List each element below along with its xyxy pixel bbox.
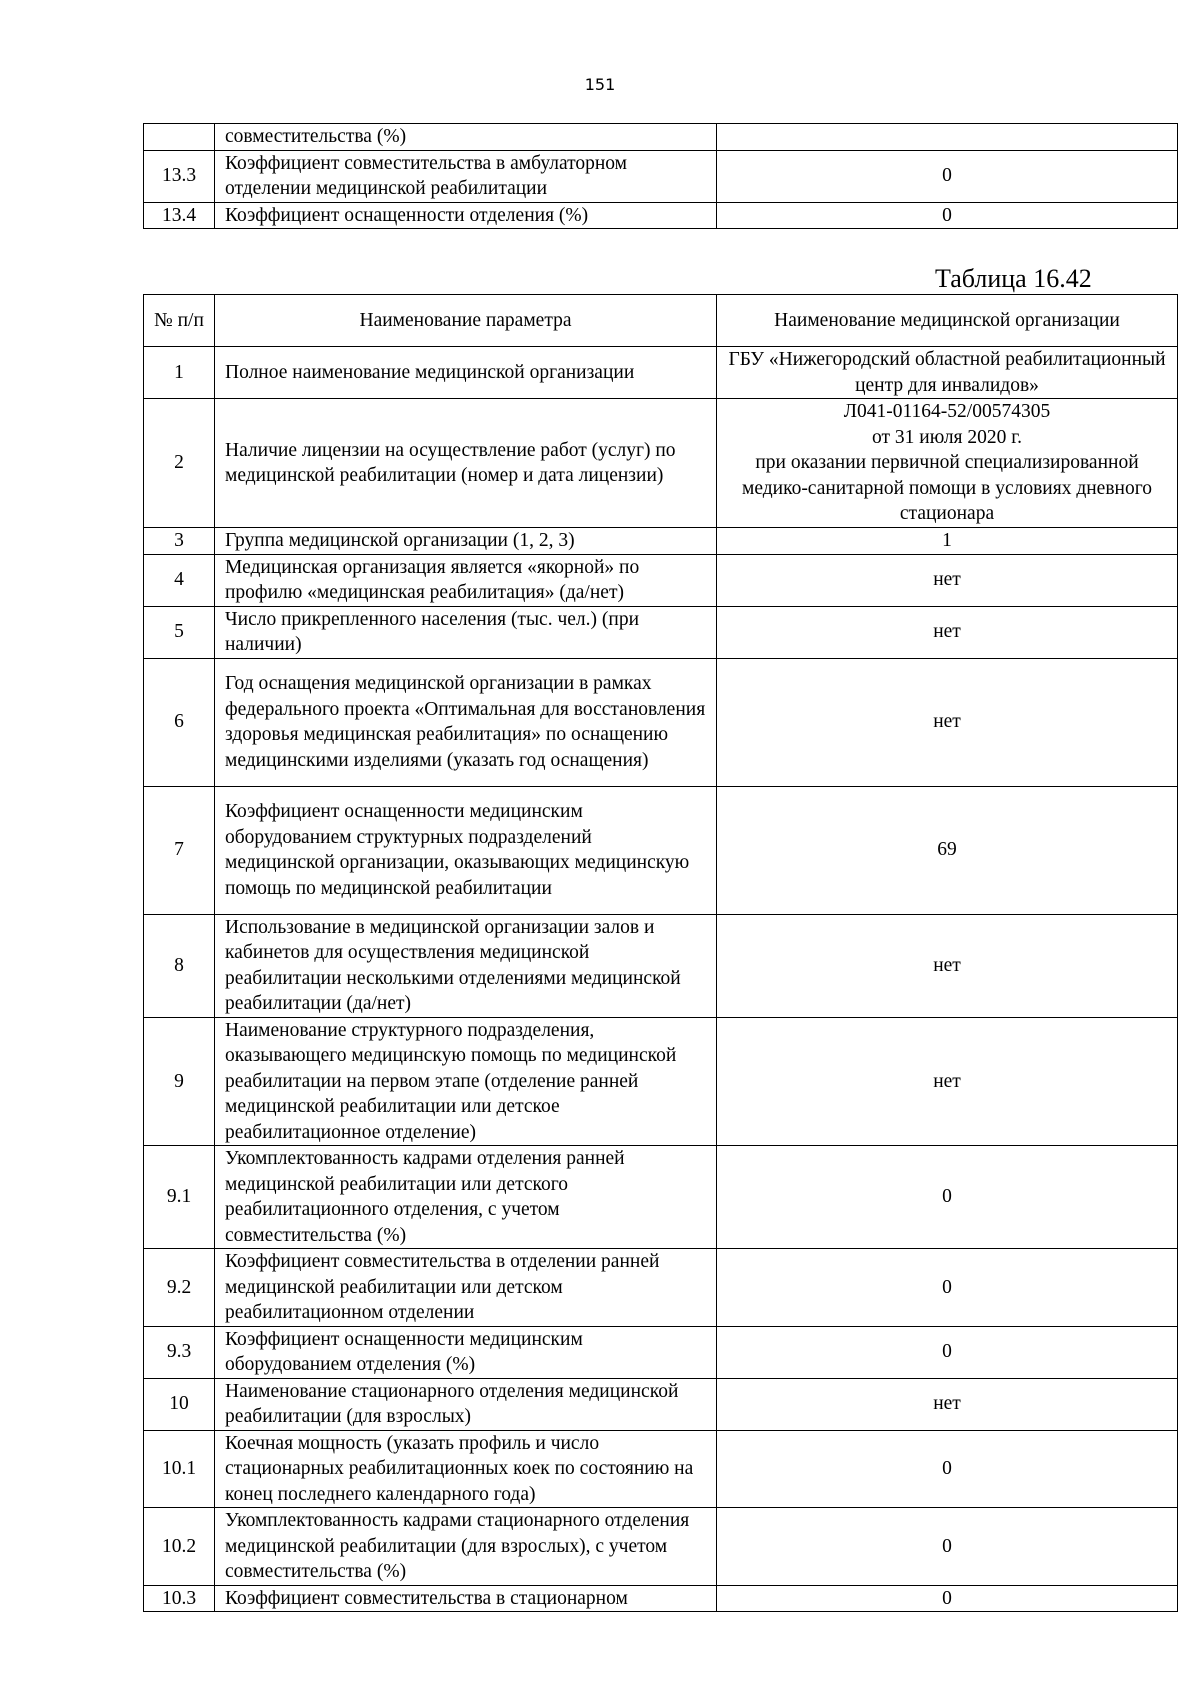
row-number: 10 [144, 1378, 215, 1430]
parameter-name: Группа медицинской организации (1, 2, 3) [215, 528, 717, 555]
parameter-name: Укомплектованность кадрами отделения ранней медицинской реабилитации или детского реабилитационного отделения, с учетом совместительства (%) [215, 1146, 717, 1249]
header-parameter: Наименование параметра [215, 295, 717, 347]
table-row [144, 1430, 1178, 1508]
table-row [144, 914, 1178, 1017]
parameter-value: 0 [717, 1249, 1178, 1327]
parameter-value: ГБУ «Нижегородский областной реабилитационный центр для инвалидов» [717, 347, 1178, 399]
parameter-value [717, 124, 1178, 151]
parameter-value: нет [717, 658, 1178, 786]
table-row [144, 1249, 1178, 1327]
parameter-value: 0 [717, 1146, 1178, 1249]
table-row [144, 347, 1178, 399]
table-row [144, 202, 1178, 229]
table-row [144, 124, 1178, 151]
row-number: 10.1 [144, 1430, 215, 1508]
parameter-value: 0 [717, 1585, 1178, 1612]
row-number: 10.3 [144, 1585, 215, 1612]
parameter-value: 1 [717, 528, 1178, 555]
parameter-name: Укомплектованность кадрами стационарного отделения медицинской реабилитации (для взрослых), с учетом совместительства (%) [215, 1508, 717, 1586]
header-num: № п/п [144, 295, 215, 347]
row-number: 7 [144, 786, 215, 914]
parameter-value: нет [717, 606, 1178, 658]
header-organization: Наименование медицинской организации [717, 295, 1178, 347]
parameter-name: Наименование структурного подразделения, оказывающего медицинскую помощь по медицинской реабилитации на первом этапе (отделение ранней медицинской реабилитации или детское реабилитационное отделение) [215, 1017, 717, 1146]
parameter-name: Год оснащения медицинской организации в рамках федерального проекта «Оптимальная для восстановления здоровья медицинская реабилитация» по оснащению медицинскими изделиями (указать год оснащения) [215, 658, 717, 786]
row-number: 1 [144, 347, 215, 399]
row-number: 9.3 [144, 1326, 215, 1378]
row-number: 5 [144, 606, 215, 658]
row-number: 6 [144, 658, 215, 786]
row-number: 3 [144, 528, 215, 555]
parameter-name: совместительства (%) [215, 124, 717, 151]
table-row [144, 1326, 1178, 1378]
parameter-name: Коэффициент оснащенности медицинским оборудованием структурных подразделений медицинской организации, оказывающих медицинскую помощь по медицинской реабилитации [215, 786, 717, 914]
page-number: 151 [584, 75, 616, 94]
parameter-value: 0 [717, 202, 1178, 229]
table-row [144, 150, 1178, 202]
table-row [144, 1508, 1178, 1586]
table-row [144, 1017, 1178, 1146]
parameter-value: нет [717, 1378, 1178, 1430]
parameter-name: Наличие лицензии на осуществление работ (услуг) по медицинской реабилитации (номер и дата лицензии) [215, 399, 717, 528]
table-caption: Таблица 16.42 [935, 264, 1092, 293]
parameter-name: Коэффициент совместительства в отделении ранней медицинской реабилитации или детском реабилитационном отделении [215, 1249, 717, 1327]
table-row [144, 554, 1178, 606]
row-number: 13.4 [144, 202, 215, 229]
parameter-name: Коэффициент оснащенности отделения (%) [215, 202, 717, 229]
parameter-value: нет [717, 1017, 1178, 1146]
table-row [144, 1146, 1178, 1249]
parameter-name: Медицинская организация является «якорной» по профилю «медицинская реабилитация» (да/нет) [215, 554, 717, 606]
parameter-name: Наименование стационарного отделения медицинской реабилитации (для взрослых) [215, 1378, 717, 1430]
parameter-value: нет [717, 914, 1178, 1017]
parameter-value: 0 [717, 1430, 1178, 1508]
table-row [144, 786, 1178, 914]
table-row [144, 1585, 1178, 1612]
row-number: 8 [144, 914, 215, 1017]
parameter-value: Л041-01164-52/00574305 от 31 июля 2020 г. при оказании первичной специализированной медико-санитарной помощи в условиях дневного стационара [717, 399, 1178, 528]
parameter-value: 0 [717, 150, 1178, 202]
table-row [144, 528, 1178, 555]
parameter-name: Использование в медицинской организации залов и кабинетов для осуществления медицинской реабилитации несколькими отделениями медицинской реабилитации (да/нет) [215, 914, 717, 1017]
parameter-value: нет [717, 554, 1178, 606]
row-number: 9.2 [144, 1249, 215, 1327]
parameter-value: 0 [717, 1508, 1178, 1586]
parameters-table [143, 294, 1178, 1612]
row-number: 9 [144, 1017, 215, 1146]
parameter-name: Число прикрепленного населения (тыс. чел.) (при наличии) [215, 606, 717, 658]
table-row [144, 658, 1178, 786]
parameter-name: Коэффициент совместительства в амбулаторном отделении медицинской реабилитации [215, 150, 717, 202]
parameter-value: 69 [717, 786, 1178, 914]
parameter-name: Полное наименование медицинской организации [215, 347, 717, 399]
parameter-name: Коэффициент оснащенности медицинским оборудованием отделения (%) [215, 1326, 717, 1378]
row-number [144, 124, 215, 151]
row-number: 9.1 [144, 1146, 215, 1249]
row-number: 2 [144, 399, 215, 528]
continuation-table [143, 123, 1178, 229]
row-number: 10.2 [144, 1508, 215, 1586]
parameter-value: 0 [717, 1326, 1178, 1378]
table-header-row [144, 295, 1178, 347]
parameter-name: Коэффициент совместительства в стационарном [215, 1585, 717, 1612]
parameter-name: Коечная мощность (указать профиль и число стационарных реабилитационных коек по состоянию на конец последнего календарного года) [215, 1430, 717, 1508]
row-number: 13.3 [144, 150, 215, 202]
table-row [144, 606, 1178, 658]
table-row [144, 1378, 1178, 1430]
table-row [144, 399, 1178, 528]
row-number: 4 [144, 554, 215, 606]
